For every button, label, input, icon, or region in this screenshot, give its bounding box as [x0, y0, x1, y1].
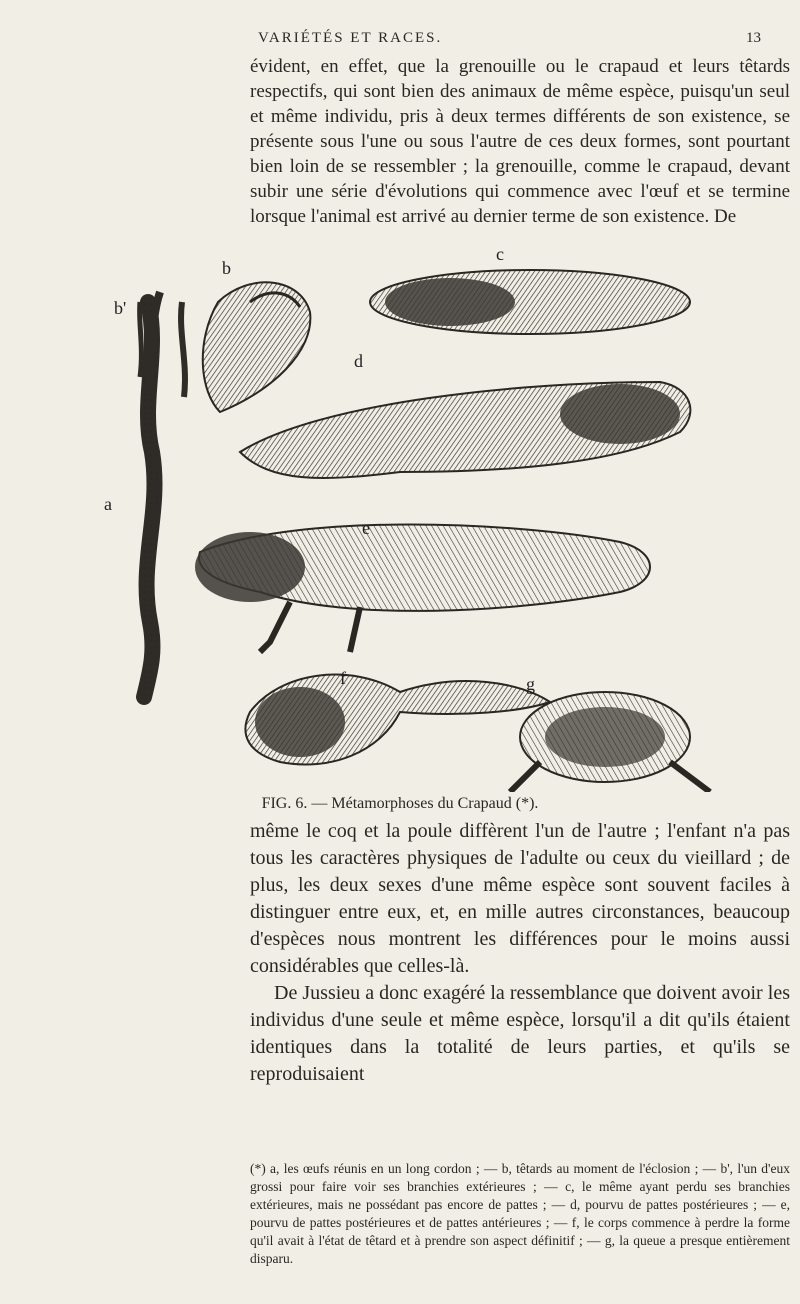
- running-head: [0, 30, 800, 54]
- label-a: a: [104, 494, 112, 514]
- label-d: d: [354, 351, 363, 371]
- label-e: e: [362, 518, 370, 538]
- figure-caption: FIG. 6. — Métamorphoses du Crapaud (*).: [261, 795, 539, 812]
- body-paragraph-1: même le coq et la poule diffèrent l'un de l'autre ; l'enfant n'a pas tous les caractères physiques de l'adulte ou ceux du vieillard ; de plus, les deux sexes d'une même espèce sont souvent faciles à distinguer entre eux, et, en mille autres circonstances, beaucoup d'espèces nous montrent les différences pour le moins aussi considérables que celles-là.: [250, 820, 790, 977]
- label-g: g: [526, 674, 535, 694]
- enlarged-tadpole-b-prime: [203, 282, 311, 412]
- label-f: f: [340, 668, 346, 688]
- running-title: VARIÉTÉS ET RACES.: [258, 30, 443, 46]
- page-number: 13: [746, 30, 761, 46]
- froglet-f: [245, 675, 550, 765]
- body-text: [250, 818, 790, 1088]
- toad-metamorphosis-figure: [100, 152, 740, 792]
- tadpole-e: [195, 525, 650, 653]
- body-paragraph-2: De Jussieu a donc exagéré la ressemblance que doivent avoir les individus d'une seule et même espèce, lorsqu'il a dit qu'ils étaient identiques dans la totalité de leurs parties, et qu'ils se reproduisaient: [250, 982, 790, 1085]
- tadpole-d: [240, 382, 690, 478]
- label-b: b: [222, 258, 231, 278]
- top-paragraph: évident, en effet, que la grenouille ou le crapaud et leurs têtards respectifs, qui sont bien des animaux de même espèce, puisqu'un seul et même individu, pris à deux termes différents de son existence, se présente sous l'une ou sous l'autre de ces deux formes, sont pourtant bien loin de se ressembler ; la grenouille, comme le crapaud, devant subir une série d'évolutions qui commence avec l'œuf et se termine lorsque l'animal est arrivé au dernier terme de son existence. De: [250, 56, 790, 227]
- engraving-illustration: [100, 152, 740, 792]
- tadpole-c: [370, 270, 690, 334]
- label-b-prime: b': [114, 298, 127, 318]
- label-c: c: [496, 244, 504, 264]
- young-toad-g: [510, 692, 710, 792]
- footnote: (*) a, les œufs réunis en un long cordon ; — b, têtards au moment de l'éclosion ; — b', l'un d'eux grossi pour faire voir ses branchies extérieures ; — c, le même ayant perdu ses branchies extérieures, mais ne possédant pas encore de pattes ; — d, pourvu de pattes postérieures ; — e, pourvu de pattes postérieures et de pattes antérieures ; — f, le corps commence à perdre la forme qu'il avait à l'état de têtard et à prendre son aspect définitif ; — g, la queue a presque entièrement disparu.: [250, 1161, 790, 1266]
